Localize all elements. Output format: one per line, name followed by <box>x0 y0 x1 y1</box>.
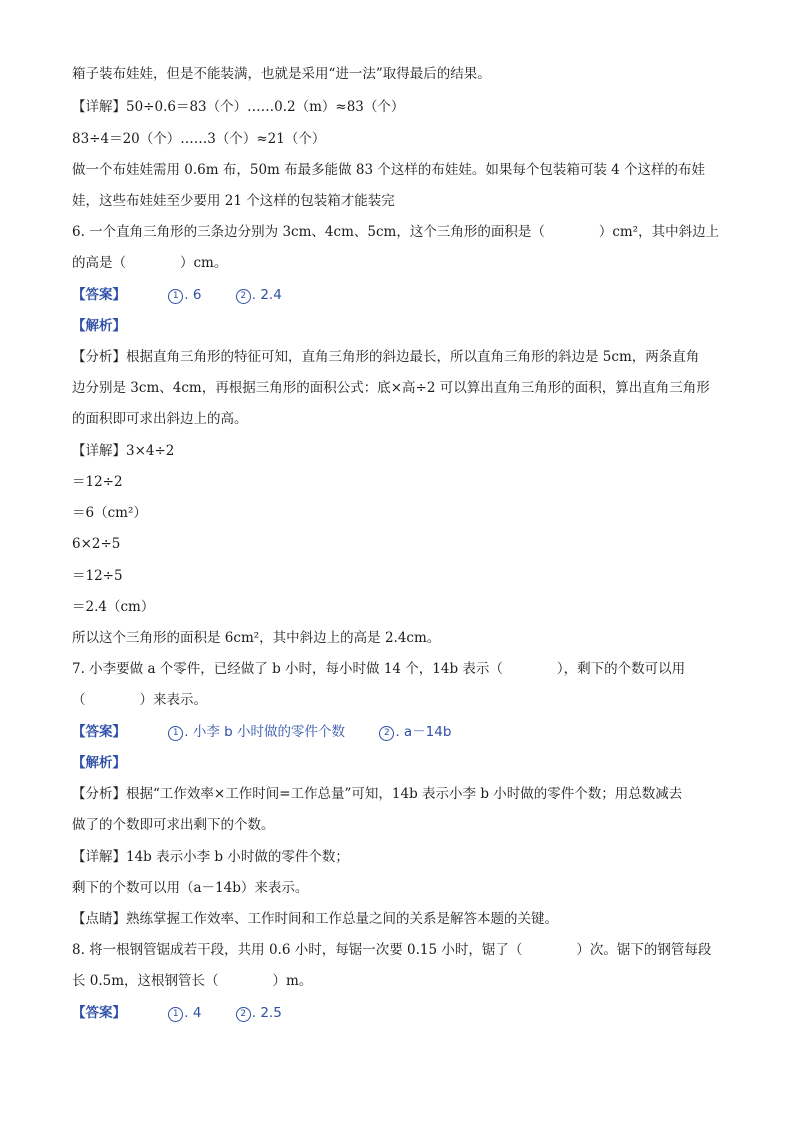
answer-tag: 【答案】 <box>72 724 126 740</box>
circled-number: 1 <box>168 289 183 304</box>
answer-1: . 小李 b 小时做的零件个数 <box>184 724 346 740</box>
question-6-line-1: 6. 一个直角三角形的三条边分别为 3cm、4cm、5cm，这个三角形的面积是（ ）cm²，其中斜边上 <box>72 224 720 240</box>
text-line: 【分析】根据“工作效率×工作时间=工作总量”可知，14b 表示小李 b 小时做的零件个数；用总数减去 <box>72 786 683 802</box>
question-6-line-2: 的高是（ ）cm。 <box>72 255 228 271</box>
circled-number: 1 <box>168 726 183 741</box>
text-line: 剩下的个数可以用（a－14b）来表示。 <box>72 880 309 896</box>
question-7-line-1: 7. 小李要做 a 个零件，已经做了 b 小时，每小时做 14 个，14b 表示（ ），剩下的个数可以用 <box>72 661 686 677</box>
text-line: ＝2.4（cm） <box>72 599 155 615</box>
text-line: 【详解】50÷0.6＝83（个）……0.2（m）≈83（个） <box>72 99 405 115</box>
question-8-line-2: 长 0.5m，这根钢管长（ ）m。 <box>72 973 313 989</box>
circled-number: 2 <box>236 1007 251 1022</box>
text-line: 【详解】3×4÷2 <box>72 443 175 459</box>
question-7-line-2: （ ）来表示。 <box>72 692 207 708</box>
text-line: 6×2÷5 <box>72 536 121 552</box>
text-line: 所以这个三角形的面积是 6cm²，其中斜边上的高是 2.4cm。 <box>72 630 441 646</box>
answer-2: . a－14b <box>395 724 452 740</box>
answer-2: . 2.5 <box>251 1005 282 1021</box>
answer-row-q6 <box>72 285 282 305</box>
answer-tag: 【答案】 <box>72 287 126 303</box>
text-line: 做了的个数即可求出剩下的个数。 <box>72 817 275 833</box>
text-line: 【详解】14b 表示小李 b 小时做的零件个数； <box>72 849 349 865</box>
circled-number: 2 <box>236 289 251 304</box>
circled-number: 1 <box>168 1007 183 1022</box>
answer-row-q7 <box>72 722 451 742</box>
text-line: 【点睛】熟练掌握工作效率、工作时间和工作总量之间的关系是解答本题的关键。 <box>72 911 558 927</box>
text-line: 【分析】根据直角三角形的特征可知，直角三角形的斜边最长，所以直角三角形的斜边是 5cm，两条直角 <box>72 349 700 365</box>
text-line: ＝6（cm²） <box>72 505 147 521</box>
text-line: 娃，这些布娃娃至少要用 21 个这样的包装箱才能装完 <box>72 193 395 209</box>
text-line: 83÷4＝20（个）……3（个）≈21（个） <box>72 131 326 147</box>
analysis-tag: 【解析】 <box>72 318 126 334</box>
text-line: 的面积即可求出斜边上的高。 <box>72 411 248 427</box>
answer-row-q8 <box>72 1003 282 1023</box>
answer-tag: 【答案】 <box>72 1005 126 1021</box>
answer-2: . 2.4 <box>251 287 282 303</box>
answer-1: . 4 <box>184 1005 202 1021</box>
text-line: ＝12÷5 <box>72 568 123 584</box>
circled-number: 2 <box>379 726 394 741</box>
answer-1: . 6 <box>184 287 202 303</box>
text-line: 做一个布娃娃需用 0.6m 布，50m 布最多能做 83 个这样的布娃娃。如果每个包装箱可装 4 个这样的布娃 <box>72 162 706 178</box>
text-line: 边分别是 3cm、4cm，再根据三角形的面积公式：底×高÷2 可以算出直角三角形的面积，算出直角三角形 <box>72 380 710 396</box>
text-line: 箱子装布娃娃，但是不能装满，也就是采用“进一法”取得最后的结果。 <box>72 66 491 82</box>
text-line: ＝12÷2 <box>72 474 123 490</box>
analysis-tag: 【解析】 <box>72 755 126 771</box>
question-8-line-1: 8. 将一根钢管锯成若干段，共用 0.6 小时，每锯一次要 0.15 小时，锯了（ ）次。锯下的钢管每段 <box>72 942 712 958</box>
